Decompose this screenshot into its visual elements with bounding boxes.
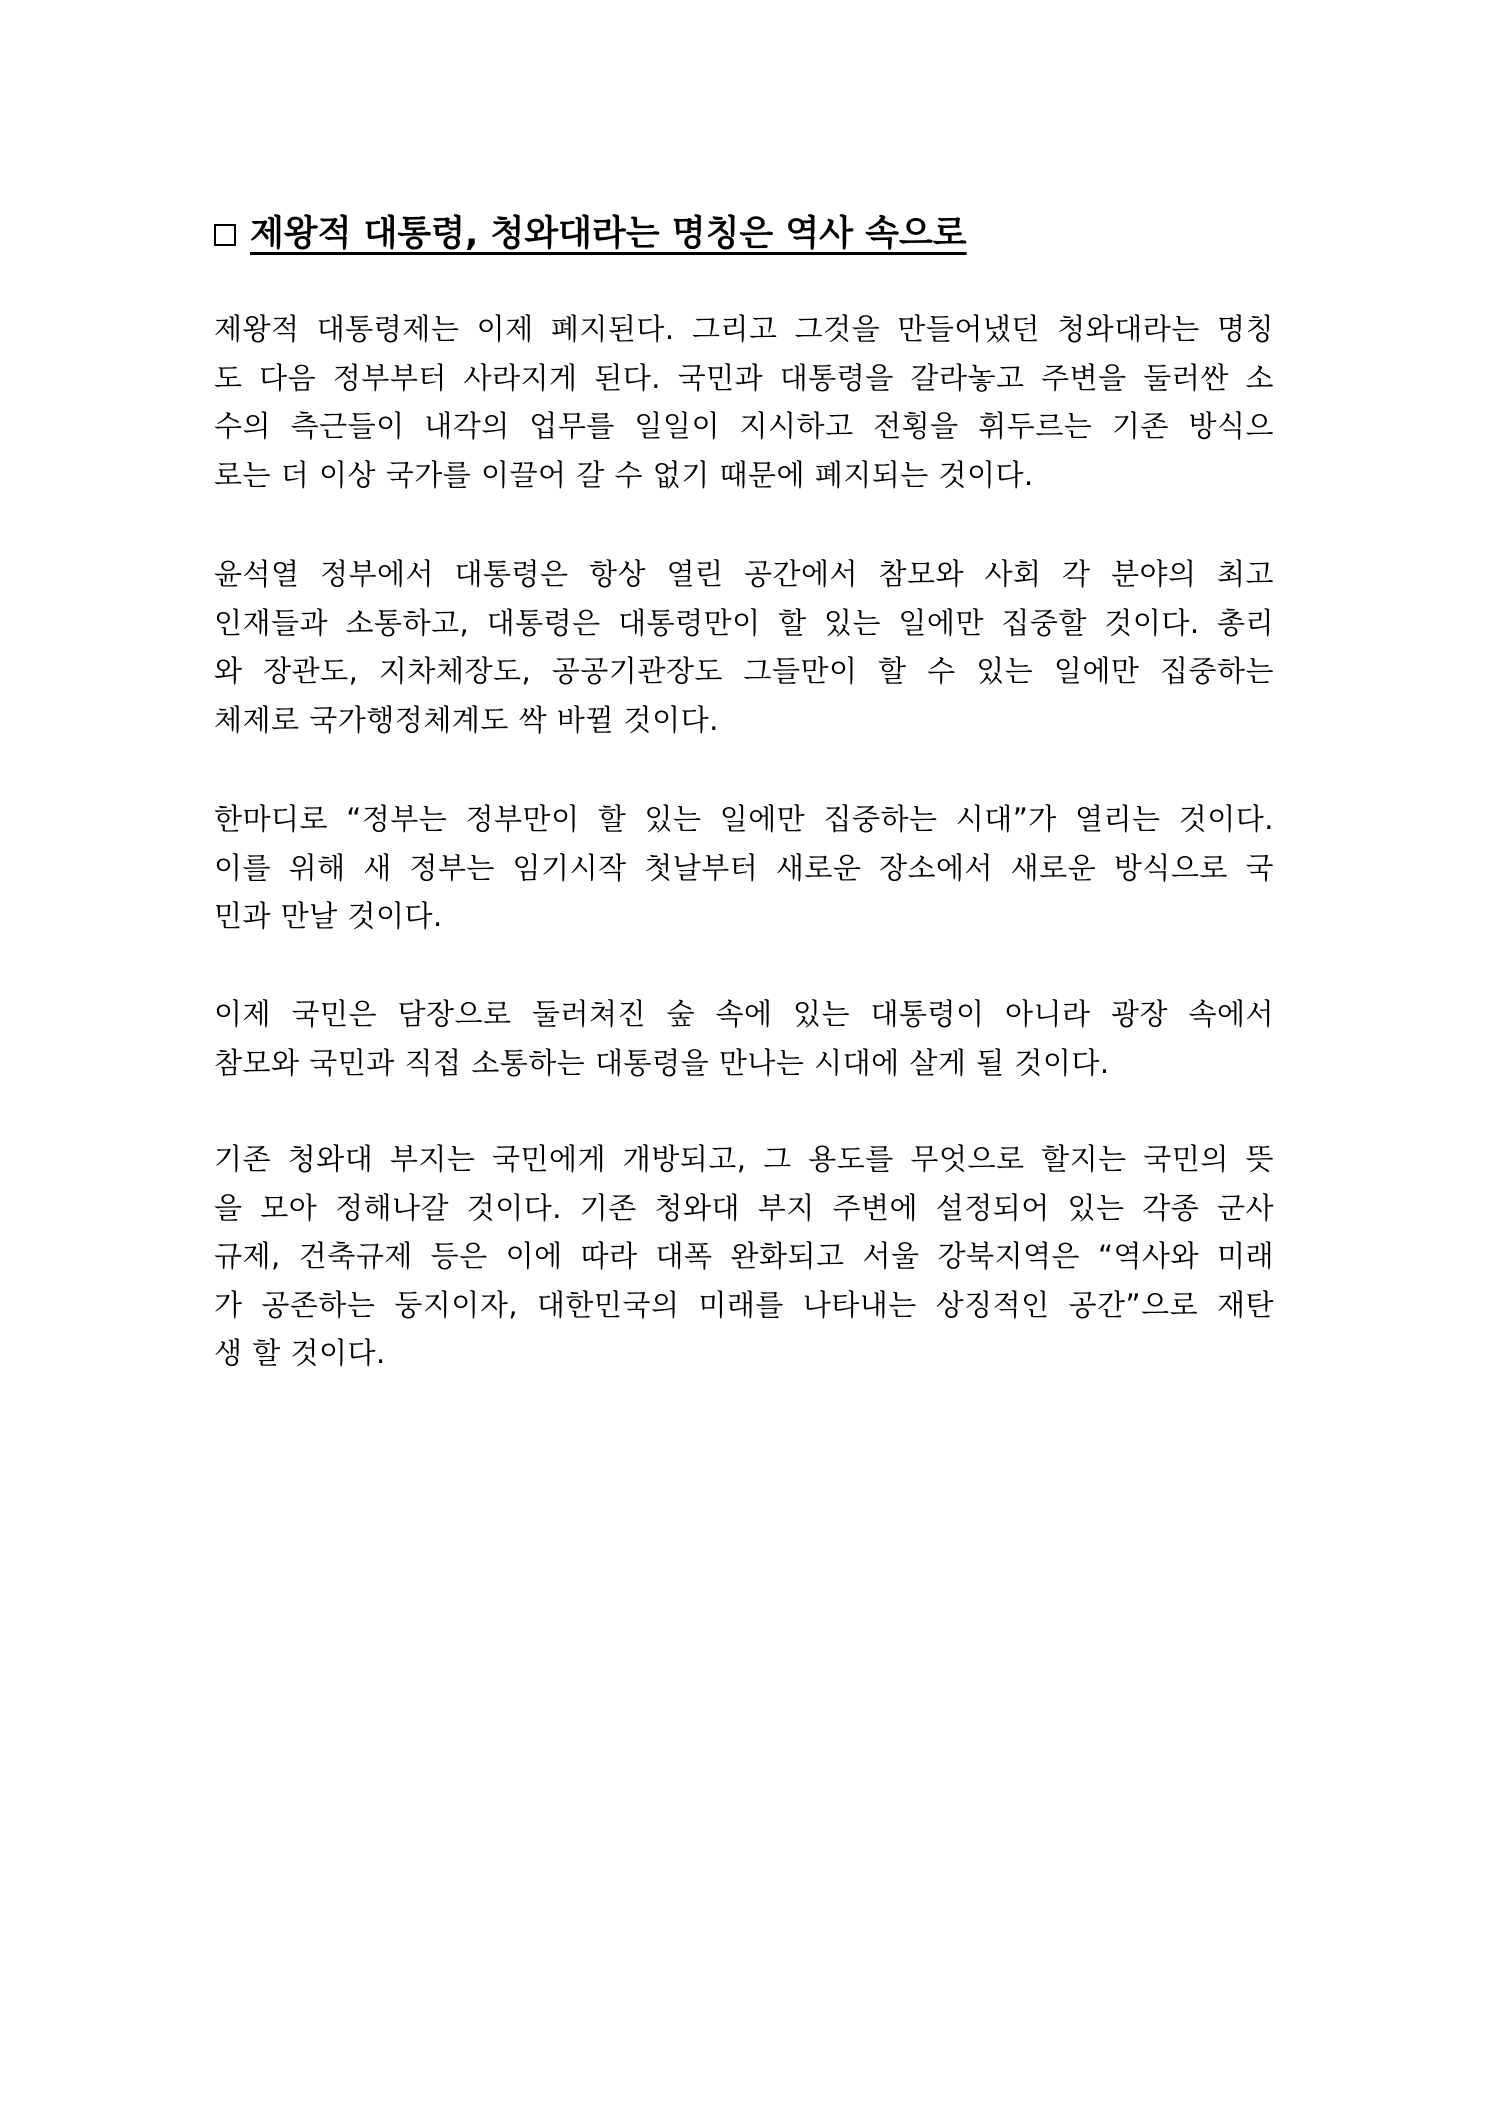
paragraph-line: 이제 국민은 담장으로 둘러쳐진 숲 속에 있는 대통령이 아니라 광장 속에서 — [214, 997, 1274, 1031]
paragraph-2 — [214, 550, 1274, 744]
paragraph-line: 도 다음 정부부터 사라지게 된다. 국민과 대통령을 갈라놓고 주변을 둘러싼 소 — [214, 360, 1274, 395]
paragraph-line: 가 공존하는 둥지이자, 대한민국의 미래를 나타내는 상징적인 공간”으로 재탄 — [214, 1287, 1274, 1322]
paragraph-3 — [214, 795, 1274, 941]
paragraph-line: 규제, 건축규제 등은 이에 따라 대폭 완화되고 서울 강북지역은 “역사와 미래 — [214, 1239, 1274, 1273]
paragraph-line: 수의 측근들이 내각의 업무를 일일이 지시하고 전횡을 휘두르는 기존 방식으 — [214, 409, 1274, 443]
section-heading-text: 제왕적 대통령, 청와대라는 명칭은 역사 속으로 — [250, 214, 967, 254]
paragraph-line: 을 모아 정해나갈 것이다. 기존 청와대 부지 주변에 설정되어 있는 각종 군사 — [214, 1190, 1274, 1225]
paragraph-line: 기존 청와대 부지는 국민에게 개방되고, 그 용도를 무엇으로 할지는 국민의 뜻 — [214, 1142, 1274, 1176]
paragraph-line: 이를 위해 새 정부는 임기시작 첫날부터 새로운 장소에서 새로운 방식으로 국 — [214, 850, 1274, 885]
paragraph-line: 와 장관도, 지차체장도, 공공기관장도 그들만이 할 수 있는 일에만 집중하는 — [214, 654, 1274, 688]
paragraph-line: 민과 만날 것이다. — [214, 899, 443, 933]
paragraph-line: 제왕적 대통령제는 이제 폐지된다. 그리고 그것을 만들어냈던 청와대라는 명칭 — [214, 312, 1274, 346]
paragraph-line: 참모와 국민과 직접 소통하는 대통령을 만나는 시대에 살게 될 것이다. — [214, 1045, 1110, 1080]
checkbox-square-icon — [214, 224, 236, 246]
paragraph-line: 한마디로 “정부는 정부만이 할 있는 일에만 집중하는 시대”가 열리는 것이다. — [214, 802, 1274, 836]
paragraph-line: 로는 더 이상 국가를 이끌어 갈 수 없기 때문에 폐지되는 것이다. — [214, 457, 1034, 492]
paragraph-line: 윤석열 정부에서 대통령은 항상 열린 공간에서 참모와 사회 각 분야의 최고 — [214, 557, 1274, 591]
paragraph-5 — [214, 1135, 1274, 1378]
paragraph-line: 생 할 것이다. — [214, 1336, 386, 1370]
paragraph-line: 인재들과 소통하고, 대통령은 대통령만이 할 있는 일에만 집중할 것이다. 총리 — [214, 605, 1274, 640]
section-heading — [214, 210, 1274, 258]
paragraph-4 — [214, 990, 1274, 1087]
paragraph-line: 체제로 국가행정체계도 싹 바뀔 것이다. — [214, 702, 719, 737]
paragraph-1 — [214, 305, 1274, 499]
